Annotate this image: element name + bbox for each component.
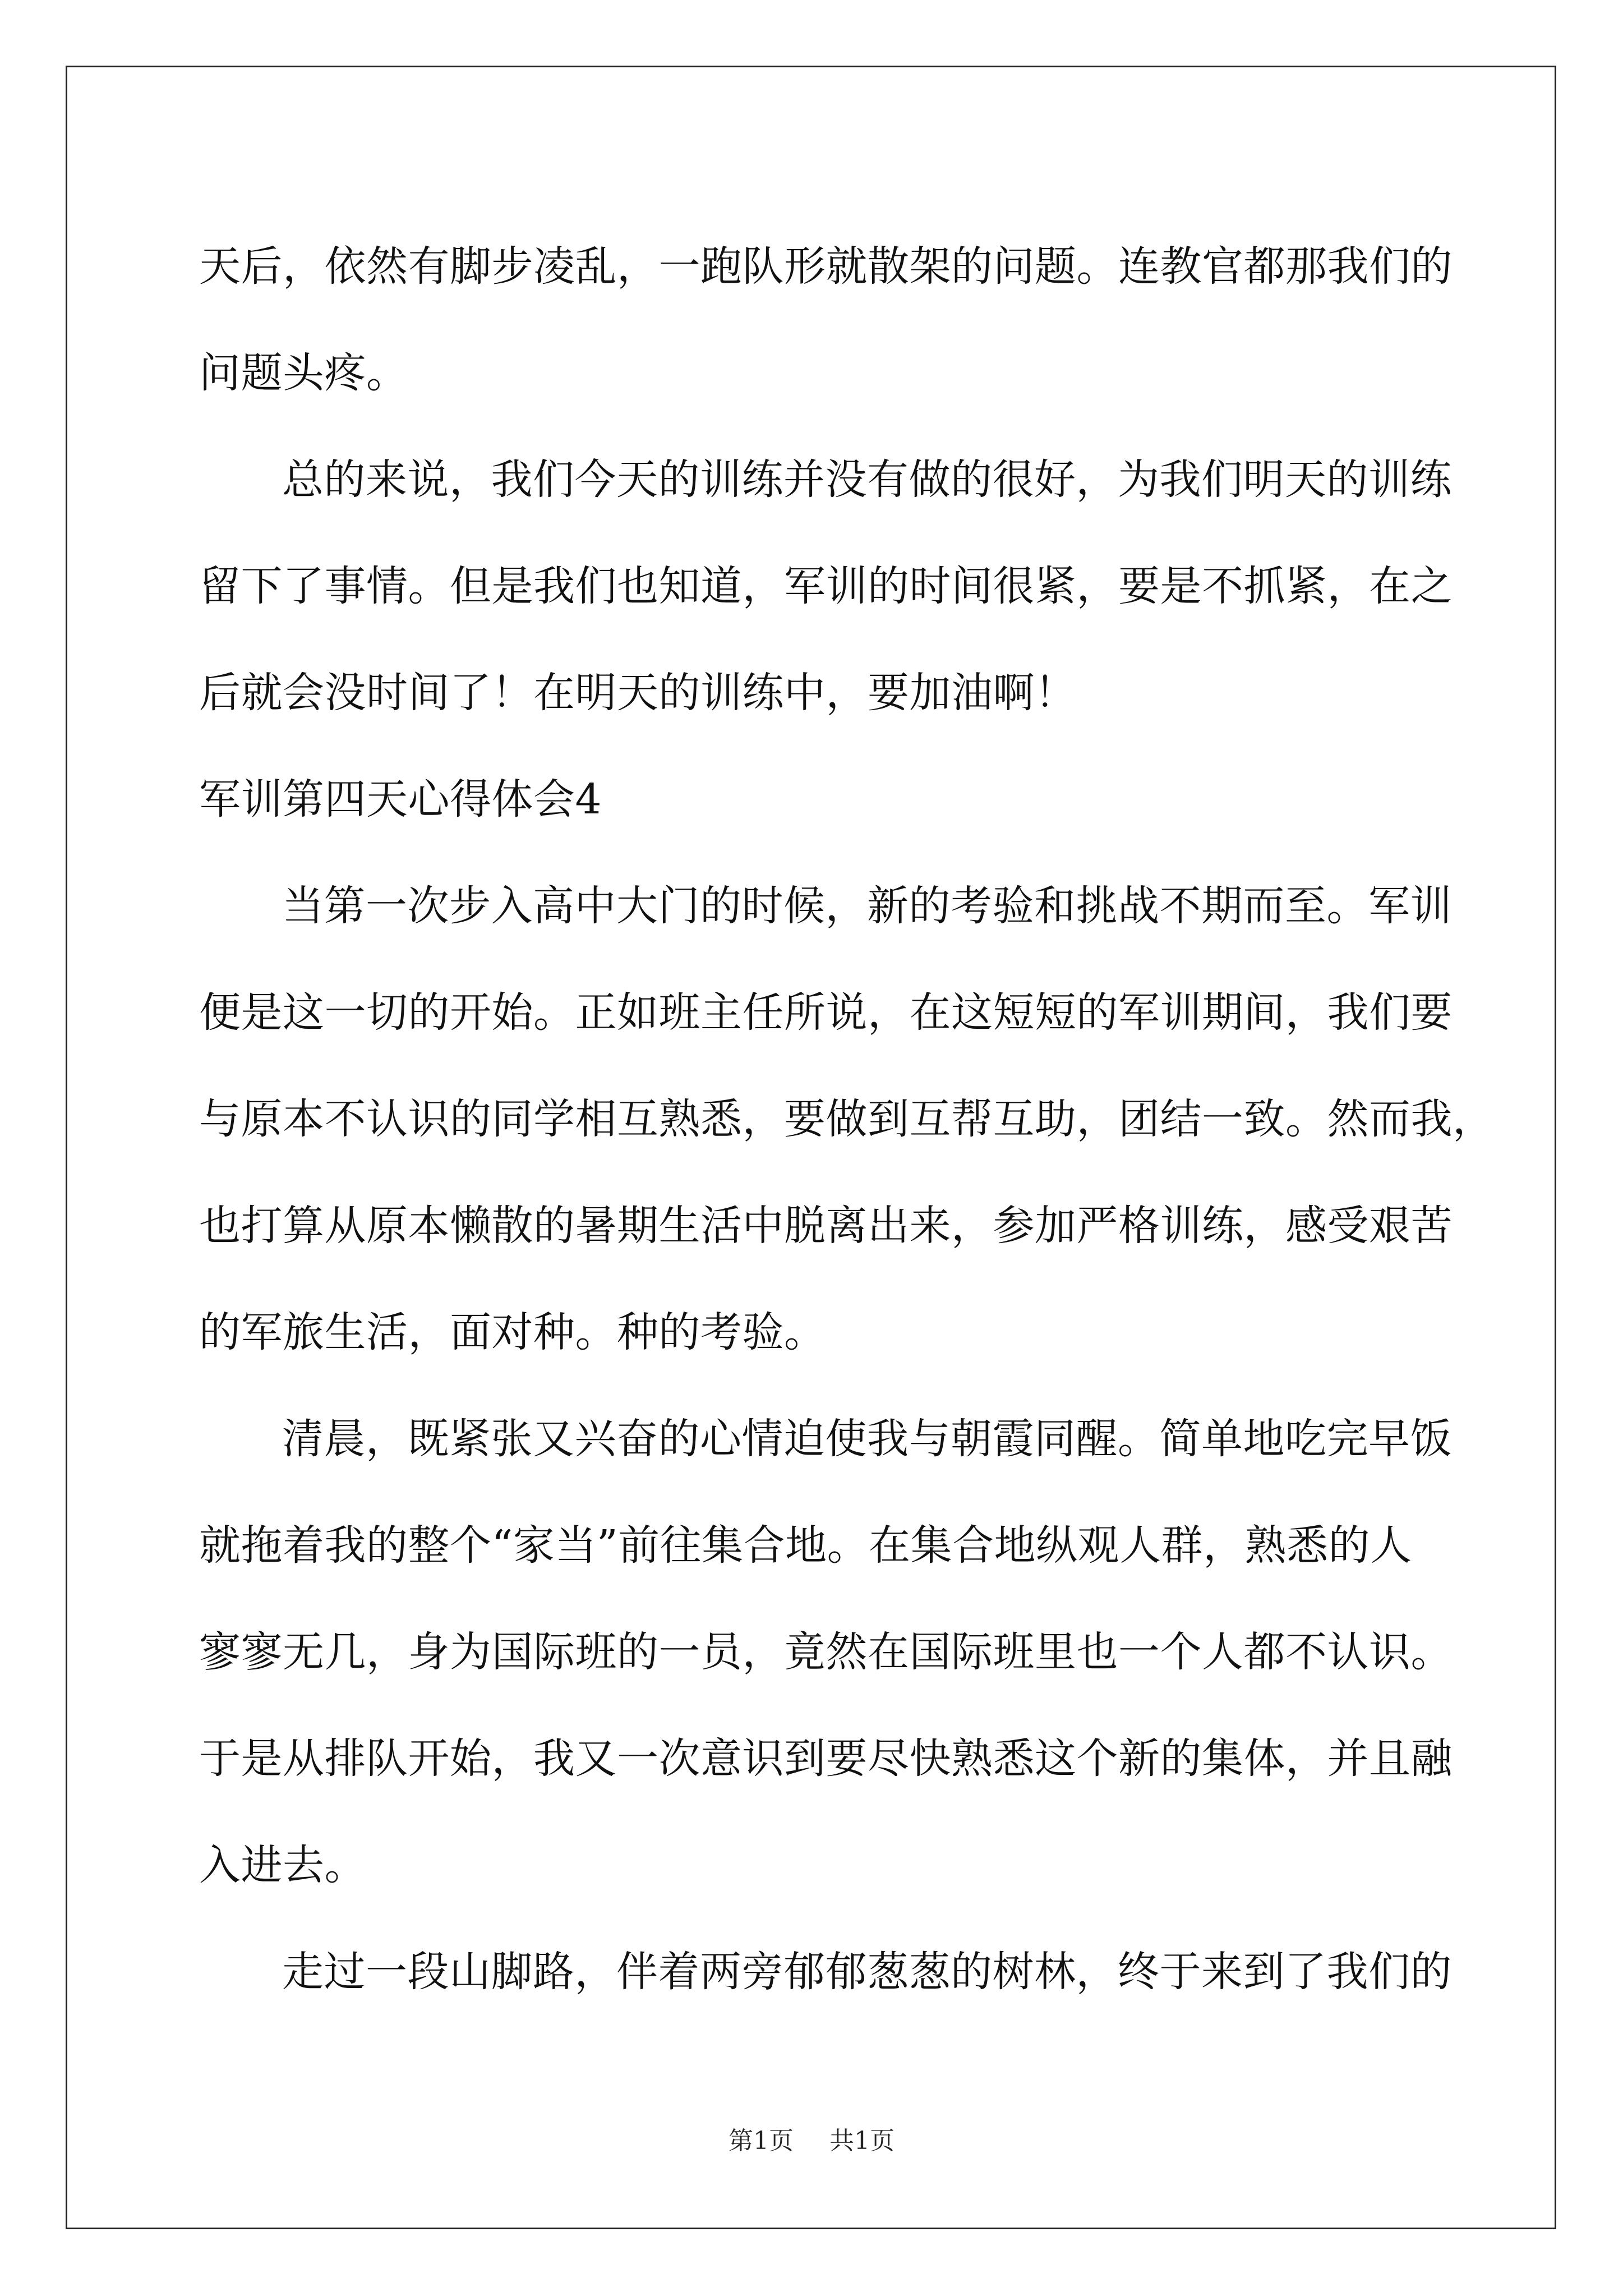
paragraph-start: 当第一次步入高中大门的时候，新的考验和挑战不期而至。军训	[282, 882, 1452, 930]
page-footer	[0, 2120, 1623, 2156]
text-line: 便是这一切的开始。正如班主任所说，在这短短的军训期间，我们要	[199, 988, 1453, 1037]
document-body	[199, 213, 1495, 2025]
text-line: 问题头疼。	[199, 349, 408, 397]
text-line: 就拖着我的整个“家当”前往集合地。在集合地纵观人群，熟悉的人	[199, 1521, 1412, 1570]
text-line: 寥寥无几，身为国际班的一员，竟然在国际班里也一个人都不认识。	[199, 1628, 1453, 1676]
text-line: 的军旅生活，面对种。种的考验。	[199, 1308, 826, 1356]
text-line: 与原本不认识的同学相互熟悉，要做到互帮互助，团结一致。然而我，	[199, 1095, 1495, 1143]
text-line: 天后，依然有脚步凌乱，一跑队形就散架的问题。连教官都那我们的	[199, 242, 1453, 291]
page-number: 第1页	[728, 2127, 794, 2155]
text-line: 留下了事情。但是我们也知道，军训的时间很紧，要是不抓紧，在之	[199, 562, 1453, 610]
paragraph-start: 清晨，既紧张又兴奋的心情迫使我与朝霞同醒。简单地吃完早饭	[282, 1415, 1452, 1463]
text-line: 后就会没时间了！在明天的训练中，要加油啊！	[199, 669, 1077, 717]
section-heading: 军训第四天心得体会4	[199, 775, 602, 823]
paragraph-start: 走过一段山脚路，伴着两旁郁郁葱葱的树林，终于来到了我们的	[282, 1948, 1452, 1996]
text-line: 入进去。	[199, 1841, 366, 1889]
page-total: 共1页	[829, 2127, 895, 2155]
text-line: 于是从排队开始，我又一次意识到要尽快熟悉这个新的集体，并且融	[199, 1734, 1453, 1783]
paragraph-start: 总的来说，我们今天的训练并没有做的很好，为我们明天的训练	[282, 455, 1452, 504]
text-line: 也打算从原本懒散的暑期生活中脱离出来，参加严格训练，感受艰苦	[199, 1202, 1453, 1250]
